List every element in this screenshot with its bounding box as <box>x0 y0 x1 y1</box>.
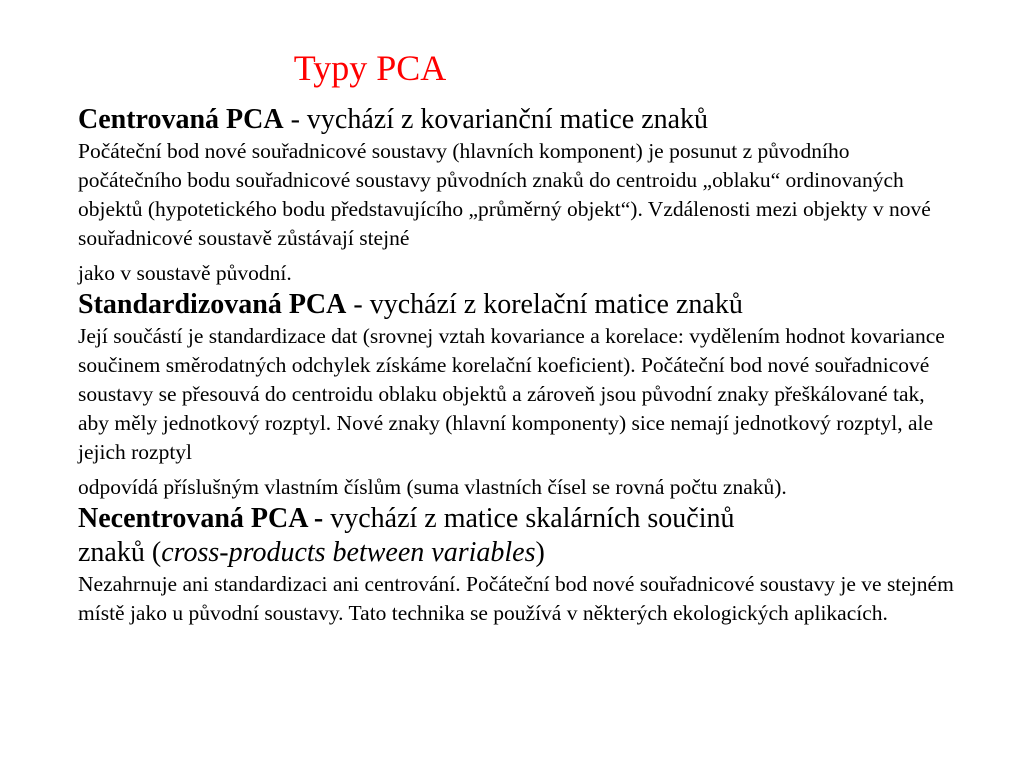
heading-bold: Necentrovaná PCA - <box>78 503 324 534</box>
heading-bold: Centrovaná PCA <box>78 104 284 135</box>
body-text: Její součástí je standardizace dat (srovnej vztah kovariance a korelace: vydělením hodnot kovariance součinem směrodatných odchylek získáme korelační koeficient). Počáteční bod nové souřadnicové soustavy se přesouvá do centroidu oblaku objektů a zároveň jsou původní znaky přeškálované tak, aby měly jednotkový rozptyl. Nové znaky (hlavní komponenty) sice nemají jednotkový rozptyl, ale jejich rozptyl <box>78 324 945 464</box>
heading-rest: - vychází z kovarianční matice znaků <box>283 104 709 135</box>
section-heading-uncentered-pca-line2 <box>78 536 958 570</box>
section-body-centered-pca <box>78 137 958 288</box>
slide-content <box>78 103 958 628</box>
body-text: Nezahrnuje ani standardizaci ani centrování. Počáteční bod nové souřadnicové soustavy je ve stejném místě jako u původní soustavy. Tato technika se používá v některých ekologických aplikacích. <box>78 572 954 625</box>
heading-rest: vychází z matice skalárních součinů <box>323 503 735 534</box>
section-heading-standardized-pca <box>78 288 958 322</box>
section-body-standardized-pca <box>78 322 958 502</box>
heading-rest: - vychází z korelační matice znaků <box>346 289 743 320</box>
slide-title: Typy PCA <box>293 48 447 88</box>
heading-line2-italic: cross-products between variables <box>161 537 536 568</box>
heading-bold: Standardizovaná PCA <box>78 289 347 320</box>
heading-line2-pre: znaků ( <box>78 537 162 568</box>
section-body-uncentered-pca <box>78 570 958 628</box>
body-text-last-line: odpovídá příslušným vlastním číslům (suma vlastních čísel se rovná počtu znaků). <box>78 475 787 499</box>
section-heading-centered-pca <box>78 103 958 137</box>
body-text: Počáteční bod nové souřadnicové soustavy (hlavních komponent) je posunut z původního počátečního bodu souřadnicové soustavy původních znaků do centroidu „oblaku“ ordinovaných objektů (hypotetického bodu představujícího „průměrný objekt“). Vzdálenosti mezi objekty v nové souřadnicové soustavě zůstávají stejné <box>78 139 931 250</box>
heading-line2-post: ) <box>535 537 545 568</box>
section-heading-uncentered-pca <box>78 502 958 536</box>
body-text-last-line: jako v soustavě původní. <box>78 261 292 285</box>
